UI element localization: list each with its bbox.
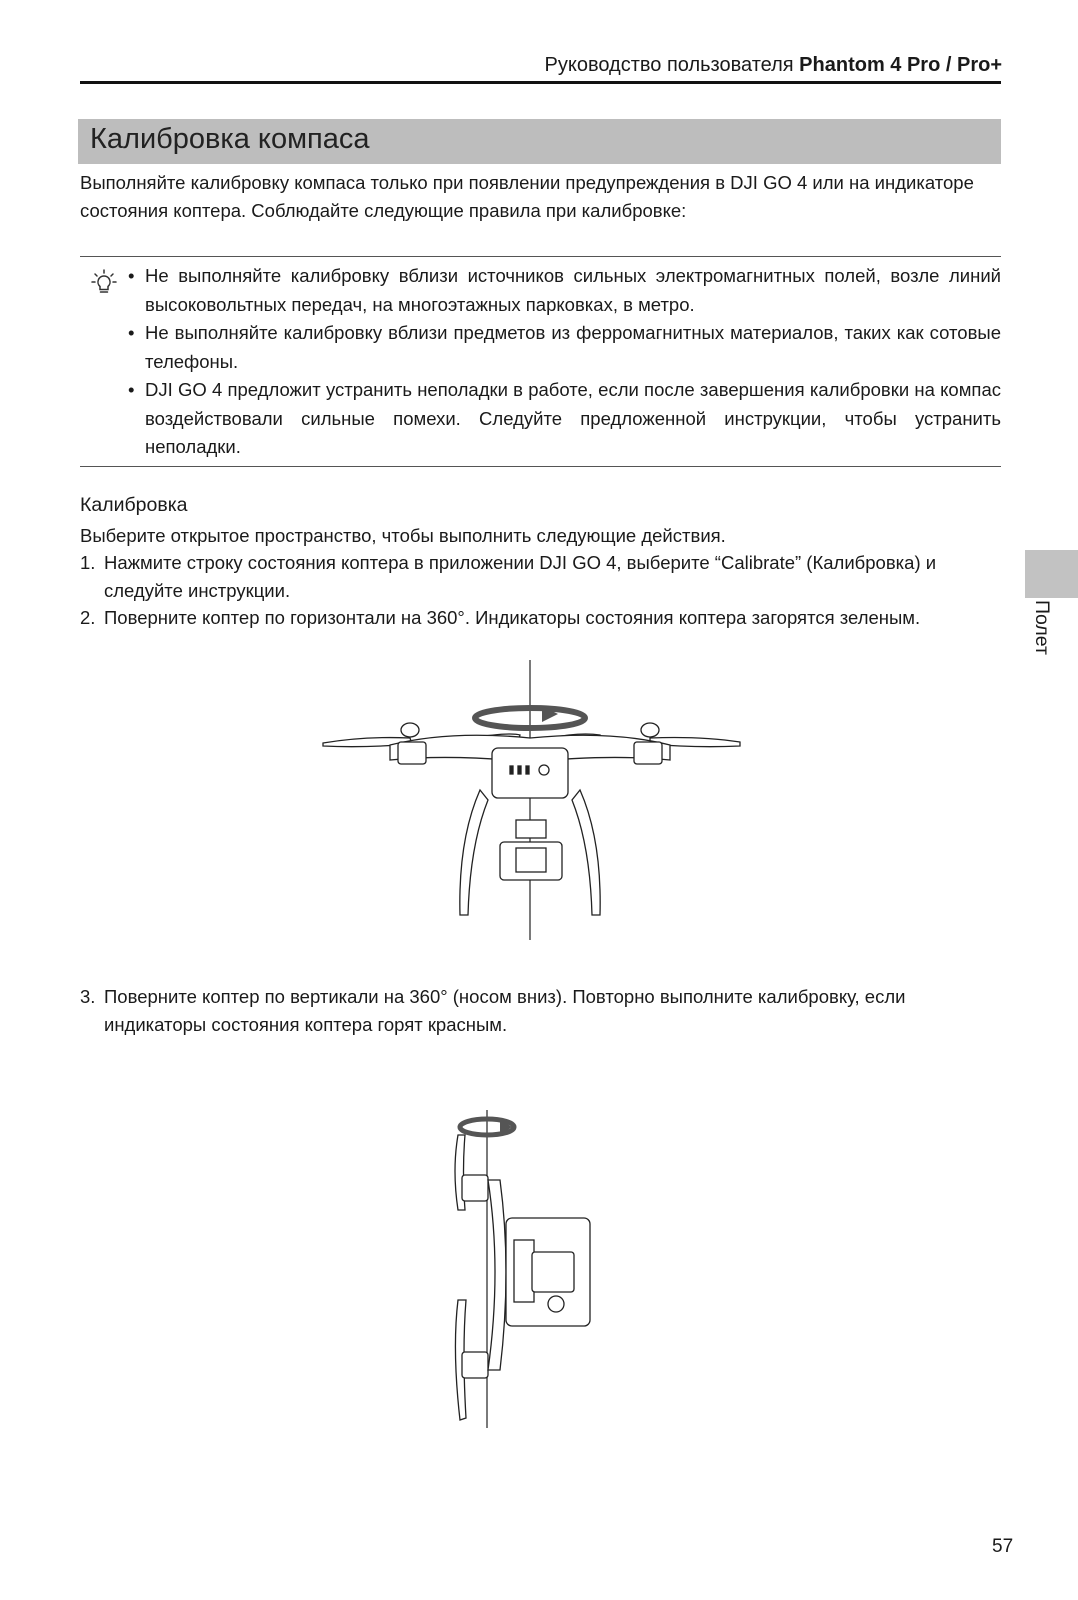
- manual-label: Руководство пользователя: [544, 54, 794, 76]
- step-item: 1. Нажмите строку состояния коптера в приложении DJI GO 4, выберите “Calibrate” (Калибровка) и следуйте инструкции.: [80, 552, 937, 601]
- tips-bottom-rule: [80, 466, 1001, 467]
- tip-item: • DJI GO 4 предложит устранить неполадки в работе, если после завершения калибровки на компас воздействовали сильные помехи. Следуйте предложенной инструкции, чтобы устранить неполадки.: [128, 379, 1001, 457]
- horizontal-rotation-illustration: [320, 660, 750, 945]
- tips-list: [128, 262, 1001, 462]
- side-tab-label: Полет: [1031, 600, 1053, 655]
- tip-item: • Не выполняйте калибровку вблизи источников сильных электромагнитных полей, возле линий высоковольтных передач, на многоэтажных парковках, в метро.: [128, 265, 1001, 315]
- calibration-heading: Калибровка: [80, 494, 188, 516]
- intro-paragraph: Выполняйте калибровку компаса только при появлении предупреждения в DJI GO 4 или на индикаторе состояния коптера. Соблюдайте следующие правила при калибровке:: [80, 172, 974, 221]
- tip-item: • Не выполняйте калибровку вблизи предметов из ферромагнитных материалов, таких как сотовые телефоны.: [128, 322, 1001, 372]
- section-title-bar: [78, 119, 1001, 164]
- side-tab-marker: [1025, 550, 1078, 598]
- step-item: 3. Поверните коптер по вертикали на 360° (носом вниз). Повторно выполните калибровку, если индикаторы состояния коптера горят красным.: [80, 986, 906, 1035]
- running-header: [545, 54, 1002, 77]
- page-number: 57: [992, 1536, 1014, 1557]
- calibration-intro: Выберите открытое пространство, чтобы выполнить следующие действия.: [80, 525, 726, 546]
- tips-top-rule: [80, 256, 1001, 257]
- header-rule: [80, 81, 1001, 84]
- product-name: Phantom 4 Pro / Pro+: [799, 54, 1002, 76]
- section-title: Калибровка компаса: [90, 123, 370, 155]
- step-item: 2. Поверните коптер по горизонтали на 360°. Индикаторы состояния коптера загорятся зеленым.: [80, 607, 921, 628]
- lightbulb-icon: [91, 269, 117, 302]
- vertical-rotation-illustration: [440, 1100, 620, 1430]
